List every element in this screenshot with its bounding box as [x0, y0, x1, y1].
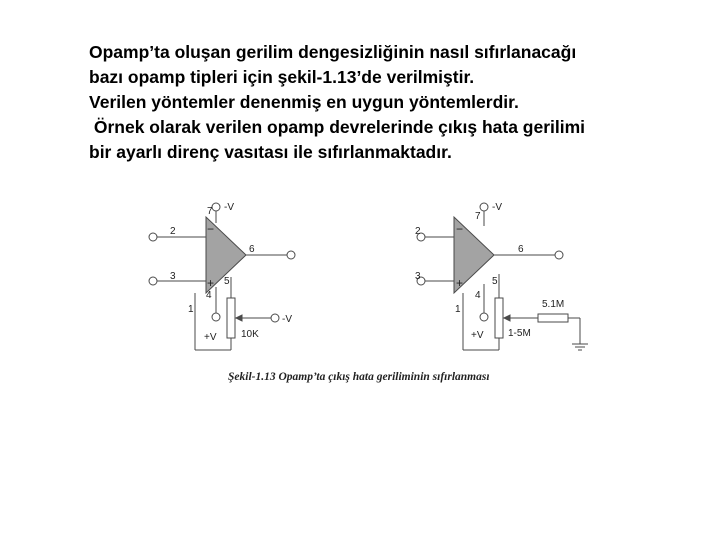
text-line-3: Verilen yöntemler denenmiş en uygun yöntemlerdir.: [89, 92, 519, 112]
text-line-1: Opamp’ta oluşan gerilim dengesizliğinin nasıl sıfırlanacağı: [89, 42, 577, 62]
text-line-4: Örnek olarak verilen opamp devrelerinde çıkış hata gerilimi: [89, 117, 586, 137]
circuit-label: 5.1M: [542, 299, 565, 310]
circuit-label: 3: [170, 271, 176, 282]
circuit-label: -V: [492, 202, 502, 213]
circuit-label: 1: [188, 304, 194, 315]
neg-supply-top-terminal: [480, 203, 488, 211]
description-text: [89, 40, 699, 165]
opamp-offset-figure: [140, 190, 610, 370]
circuit-label: −: [456, 222, 464, 236]
circuit-label: 2: [415, 226, 421, 237]
circuit-label: -V: [224, 202, 234, 213]
circuit-label: 7: [207, 206, 213, 217]
pos-supply-terminal: [480, 313, 488, 321]
circuit-label: 2: [170, 226, 176, 237]
circuit-label: +: [456, 276, 464, 290]
circuit-label: 6: [518, 244, 524, 255]
neg-supply-right-terminal: [271, 314, 279, 322]
circuit-label: 4: [206, 290, 212, 301]
circuit-label: 4: [475, 290, 481, 301]
circuit-label: 6: [249, 244, 255, 255]
circuit-label: 5: [224, 276, 230, 287]
right-circuit: [417, 203, 588, 350]
circuit-label: 5: [492, 276, 498, 287]
pot-10k: [227, 298, 235, 338]
pot-1-5m: [495, 298, 503, 338]
circuit-label: +V: [204, 332, 217, 343]
input-2-terminal: [149, 233, 157, 241]
circuit-label: 3: [415, 271, 421, 282]
circuit-label: -V: [282, 314, 292, 325]
circuit-label: 10K: [241, 329, 259, 340]
resistor-5-1m: [538, 314, 568, 322]
figure-caption: Şekil-1.13 Opamp’ta çıkış hata geriliminin sıfırlanması: [228, 371, 490, 383]
circuit-label: 1: [455, 304, 461, 315]
circuit-label: 7: [475, 211, 481, 222]
output-terminal: [555, 251, 563, 259]
circuit-label: +V: [471, 330, 484, 341]
circuit-label: 1-5M: [508, 328, 531, 339]
text-line-5: bir ayarlı direnç vasıtası ile sıfırlanmaktadır.: [89, 142, 452, 162]
pos-supply-terminal: [212, 313, 220, 321]
circuit-label: +: [207, 276, 215, 290]
text-line-2: bazı opamp tipleri için şekil-1.13’de verilmiştir.: [89, 67, 475, 87]
neg-supply-top-terminal: [212, 203, 220, 211]
circuit-label: −: [207, 222, 215, 236]
input-3-terminal: [149, 277, 157, 285]
output-terminal: [287, 251, 295, 259]
